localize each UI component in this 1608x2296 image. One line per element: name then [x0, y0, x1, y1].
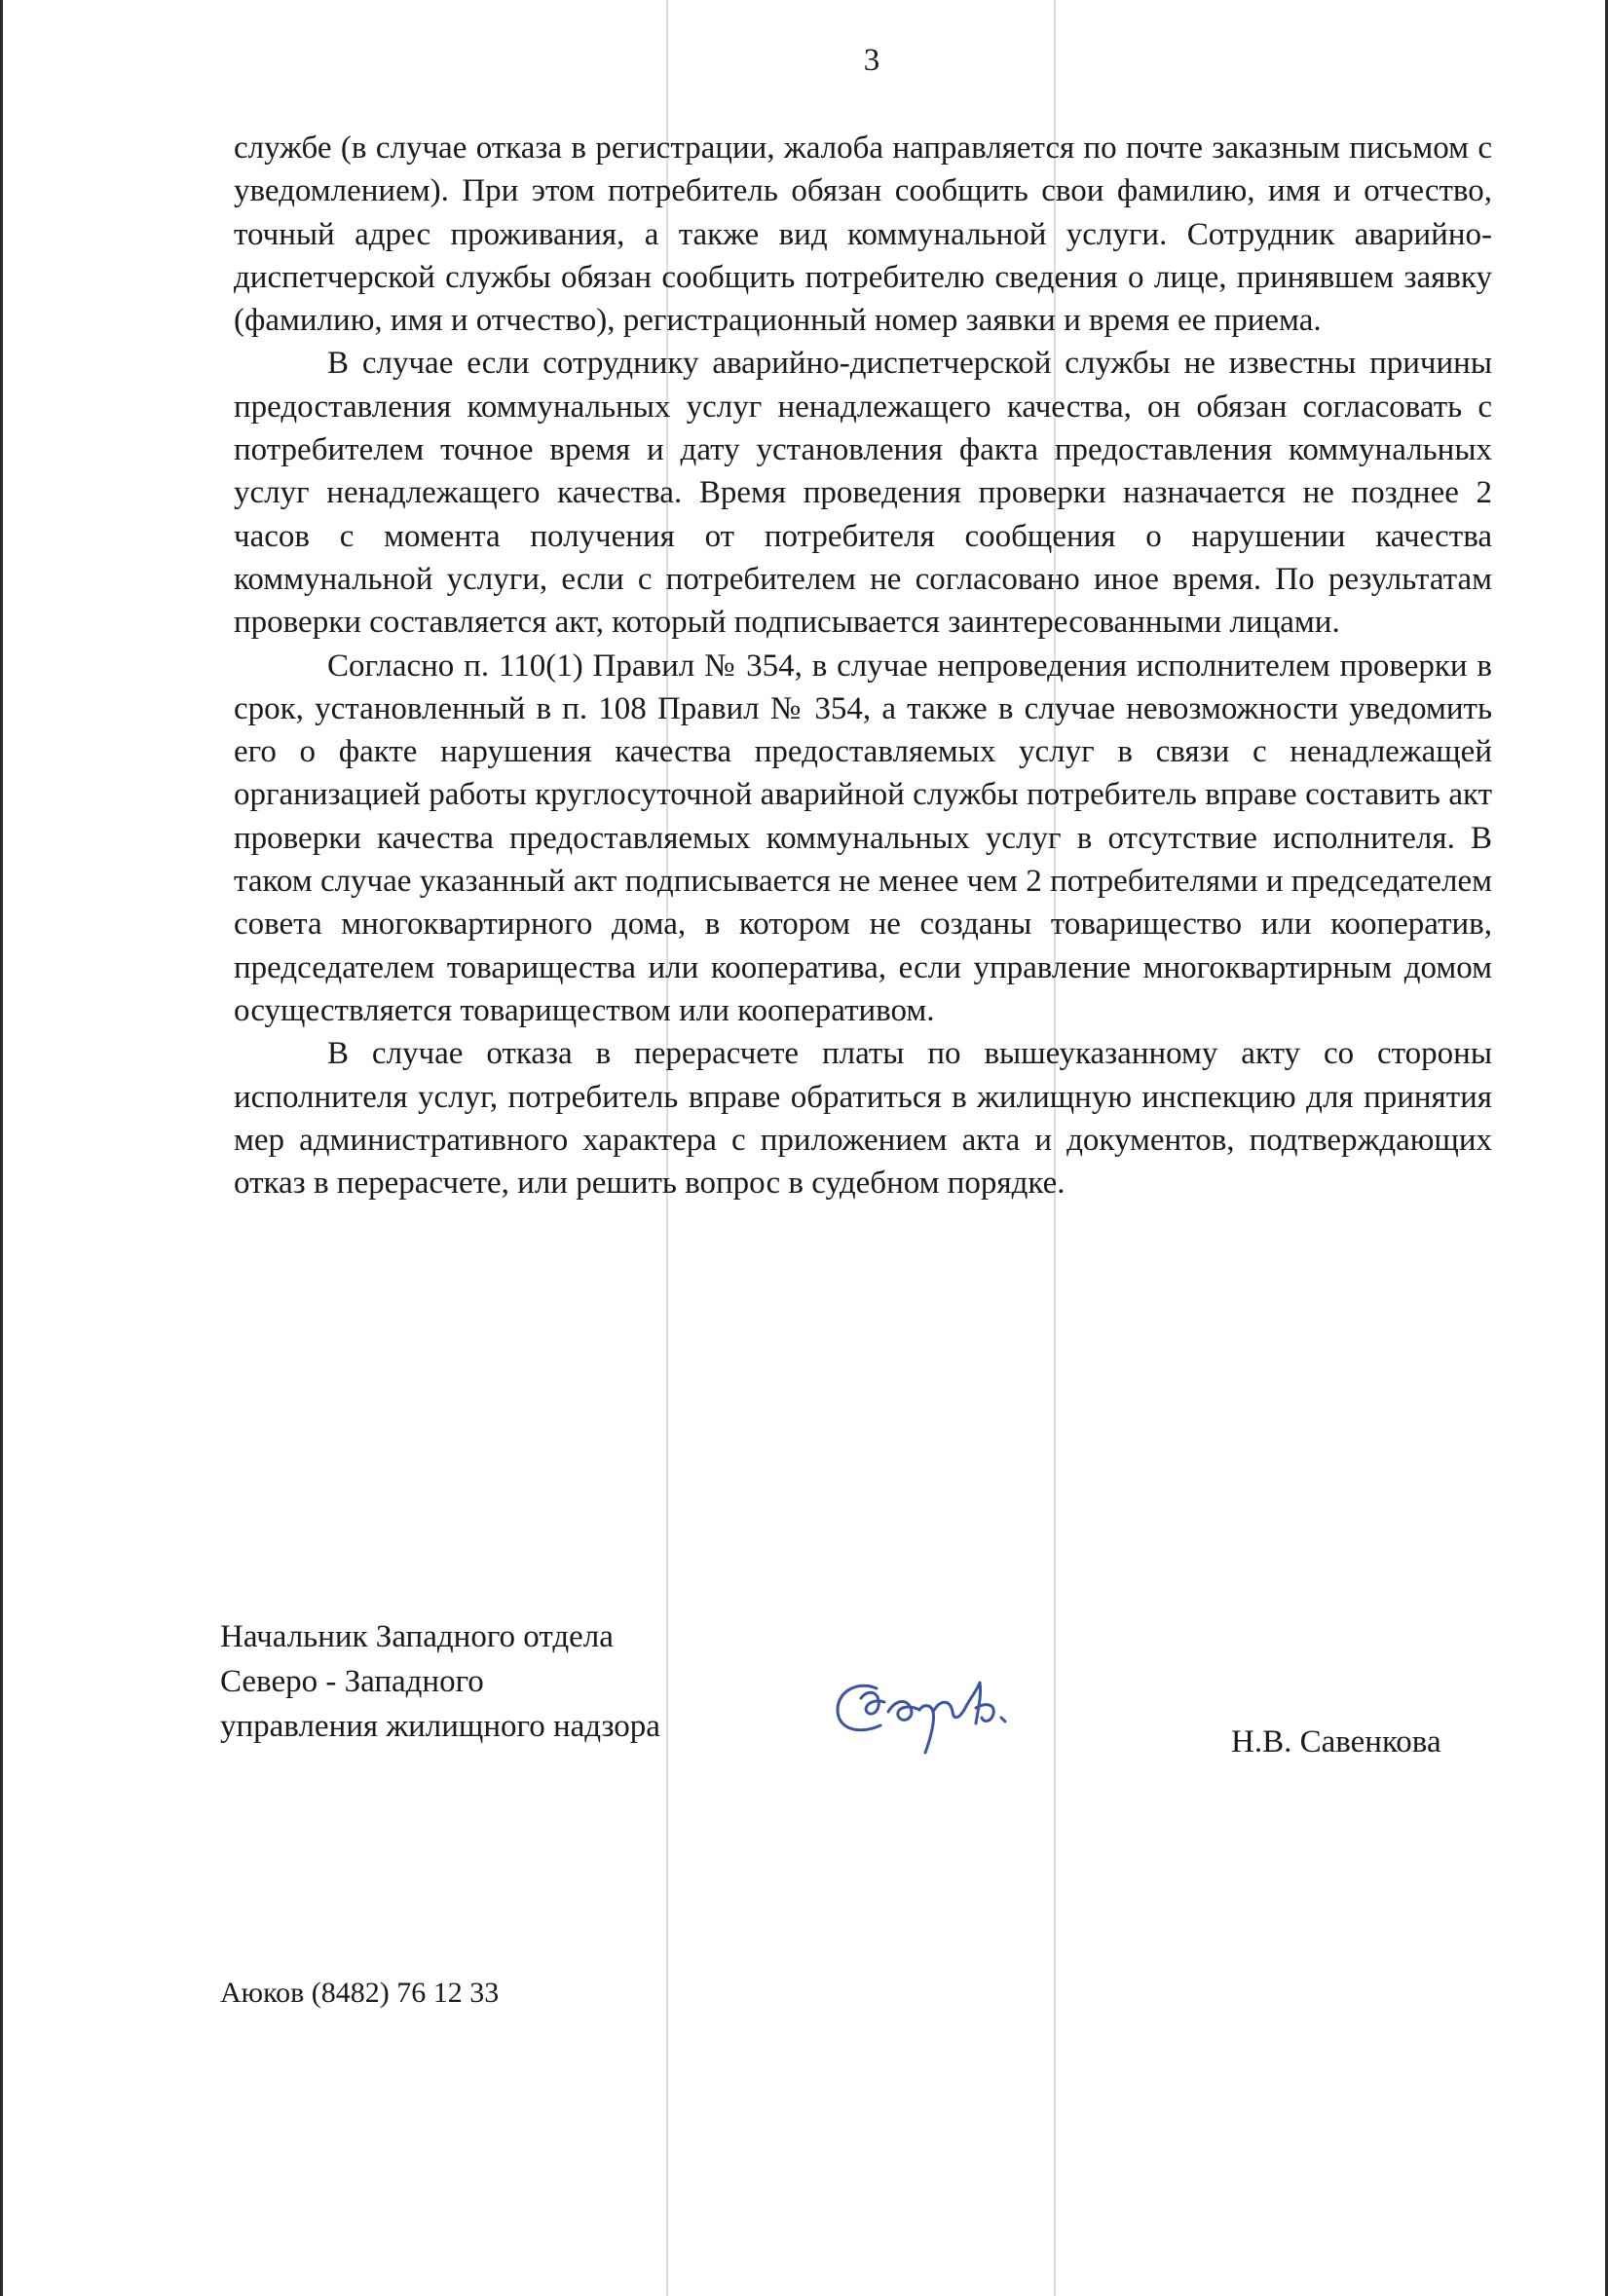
position-line: Северо - Западного — [220, 1664, 484, 1699]
signatory-position — [220, 1614, 660, 1749]
paragraph-continued: службе (в случае отказа в регистрации, жалоба направляется по почте заказным письмом с уведомлением). При этом потребитель обязан сообщить свои фамилию, имя и отчество, точный адрес проживания, а также вид коммунальной услуги. Сотрудник аварийно-диспетчерской службы обязан сообщить потребителю сведения о лице, принявшем заявку (фамилию, имя и отчество), регистрационный номер заявки и время ее приема. — [234, 130, 1492, 339]
position-line: управления жилищного надзора — [220, 1709, 660, 1744]
paragraph: Согласно п. 110(1) Правил № 354, в случае непроведения исполнителем проверки в срок, установленный в п. 108 Правил № 354, а также в случае невозможности уведомить его о факте нарушения качества предоставляемых услуг в связи с ненадлежащей организацией работы круглосуточной аварийной службы потребитель вправе составить акт проверки качества предоставляемых коммунальных услуг в отсутствие исполнителя. В таком случае указанный акт подписывается не менее чем 2 потребителями и председателем совета многоквартирного дома, в котором не созданы товарищество или кооператив, председателем товарищества или кооператива, если управление многоквартирным домом осуществляется товариществом или кооперативом. — [234, 648, 1492, 1028]
document-body — [234, 127, 1492, 1204]
position-line: Начальник Западного отдела — [220, 1619, 614, 1654]
page-number: 3 — [863, 43, 880, 78]
executor-contact: Аюков (8482) 76 12 33 — [220, 1977, 500, 2009]
scan-edge-left — [0, 0, 3, 2296]
handwritten-signature — [830, 1669, 1044, 1757]
paragraph: В случае если сотруднику аварийно-диспетчерской службы не известны причины предоставления коммунальных услуг ненадлежащего качества, он обязан согласовать с потребителем точное время и дату установления факта предоставления коммунальных услуг ненадлежащего качества. Время проведения проверки назначается не позднее 2 часов с момента получения от потребителя сообщения о нарушении качества коммунальной услуги, если с потребителем не согласовано иное время. По результатам проверки составляется акт, который подписывается заинтересованными лицами. — [234, 346, 1492, 641]
signer-name: Н.В. Савенкова — [1231, 1724, 1441, 1759]
paragraph: В случае отказа в перерасчете платы по вышеуказанному акту со стороны исполнителя услуг, потребитель вправе обратиться в жилищную инспекцию для принятия мер административного характера с приложением акта и документов, подтверждающих отказ в перерасчете, или решить вопрос в судебном порядке. — [234, 1036, 1492, 1202]
